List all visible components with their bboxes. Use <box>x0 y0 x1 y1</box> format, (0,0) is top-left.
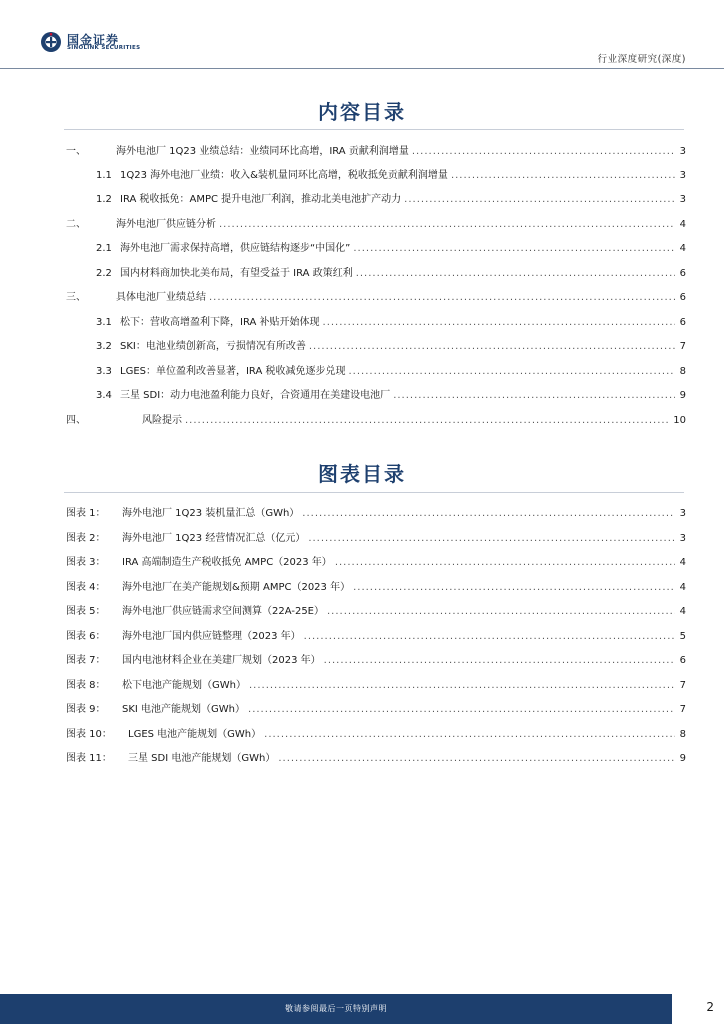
leader-dots <box>219 219 675 230</box>
toc-item-page: 4 <box>679 219 686 230</box>
toc-item-label: 国内材料商加快北美布局，有望受益于 IRA 政策红利 <box>120 268 353 279</box>
page-header <box>0 0 724 70</box>
toc-item-number: 3.1 <box>96 317 112 328</box>
toc-title-divider <box>64 129 684 130</box>
toc-item-label: 1Q23 海外电池厂业绩：收入&装机量同环比高增，税收抵免贡献利润增量 <box>120 170 448 181</box>
figure-item-label: 三星 SDI 电池产能规划（GWh） <box>128 753 276 764</box>
toc-item-label: 三星 SDI：动力电池盈利能力良好，合资通用在美建设电池厂 <box>120 390 391 401</box>
toc-item[interactable] <box>96 386 686 402</box>
figure-item-page: 3 <box>679 508 686 519</box>
figure-item[interactable] <box>66 749 686 765</box>
page-number: 2 <box>706 1000 714 1014</box>
figure-item-label: 松下电池产能规划（GWh） <box>122 680 246 691</box>
report-type: 行业深度研究(深度) <box>597 54 686 65</box>
company-logo <box>40 30 160 54</box>
figure-item-number: 图表 1： <box>66 508 106 519</box>
figure-item-label: 海外电池厂 1Q23 经营情况汇总（亿元） <box>122 533 306 544</box>
figure-item-label: 海外电池厂在美产能规划&预期 AMPC（2023 年） <box>122 582 351 593</box>
figure-item-label: IRA 高端制造生产税收抵免 AMPC（2023 年） <box>122 557 332 568</box>
leader-dots <box>327 606 675 617</box>
figure-item-page: 8 <box>679 729 686 740</box>
toc-item-number: 3.3 <box>96 366 112 377</box>
leader-dots <box>349 366 676 377</box>
toc-item-number: 1.2 <box>96 194 112 205</box>
toc-item[interactable] <box>66 215 686 231</box>
leader-dots <box>335 557 675 568</box>
toc-item-number: 1.1 <box>96 170 112 181</box>
toc-item-label: 海外电池厂需求保持高增，供应链结构逐步“中国化” <box>120 243 351 254</box>
figure-item[interactable] <box>66 676 686 692</box>
toc-item[interactable] <box>96 264 686 280</box>
logo-mark-icon <box>40 31 62 53</box>
figure-item-page: 5 <box>679 631 686 642</box>
figure-item-number: 图表 8： <box>66 680 106 691</box>
toc-item-number: 3.2 <box>96 341 112 352</box>
toc-item-page: 8 <box>679 366 686 377</box>
figure-item-label: SKI 电池产能规划（GWh） <box>122 704 246 715</box>
toc-item-page: 6 <box>679 268 686 279</box>
toc-title: 内容目录 <box>318 100 406 124</box>
figure-item-label: 国内电池材料企业在美建厂规划（2023 年） <box>122 655 321 666</box>
toc-item-page: 3 <box>679 146 686 157</box>
figure-item-page: 4 <box>679 557 686 568</box>
leader-dots <box>309 341 675 352</box>
toc-item-number: 二、 <box>66 219 86 230</box>
figure-item[interactable] <box>66 578 686 594</box>
leader-dots <box>412 146 675 157</box>
toc-item-page: 6 <box>679 317 686 328</box>
toc-item-number: 3.4 <box>96 390 112 401</box>
figure-item-page: 9 <box>679 753 686 764</box>
toc-item-page: 6 <box>679 292 686 303</box>
figure-item[interactable] <box>66 553 686 569</box>
figure-item-label: 海外电池厂 1Q23 装机量汇总（GWh） <box>122 508 300 519</box>
figure-item-number: 图表 4： <box>66 582 106 593</box>
figure-item-number: 图表 3： <box>66 557 106 568</box>
figures-title-divider <box>64 492 684 493</box>
toc-item[interactable] <box>96 239 686 255</box>
figure-item-number: 图表 2： <box>66 533 106 544</box>
figure-item-page: 6 <box>679 655 686 666</box>
figure-item-page: 4 <box>679 582 686 593</box>
toc-item[interactable] <box>66 142 686 158</box>
toc-item-label: 海外电池厂 1Q23 业绩总结：业绩同环比高增，IRA 贡献利润增量 <box>116 146 409 157</box>
figure-item[interactable] <box>66 504 686 520</box>
figure-item-number: 图表 11： <box>66 753 112 764</box>
leader-dots <box>353 582 675 593</box>
figure-item-number: 图表 9： <box>66 704 106 715</box>
leader-dots <box>356 268 675 279</box>
figure-item-number: 图表 10： <box>66 729 112 740</box>
toc-item-number: 2.1 <box>96 243 112 254</box>
leader-dots <box>324 655 675 666</box>
leader-dots <box>393 390 675 401</box>
toc-item-page: 10 <box>673 415 686 426</box>
figure-item-page: 7 <box>679 680 686 691</box>
figure-item-page: 7 <box>679 704 686 715</box>
toc-item-label: SKI：电池业绩创新高，亏损情况有所改善 <box>120 341 306 352</box>
leader-dots <box>451 170 675 181</box>
leader-dots <box>278 753 675 764</box>
logo-text-en: SINOLINK SECURITIES <box>67 45 141 51</box>
leader-dots <box>308 533 675 544</box>
figure-item[interactable] <box>66 529 686 545</box>
leader-dots <box>302 508 675 519</box>
figures-title: 图表目录 <box>318 462 406 486</box>
leader-dots <box>304 631 675 642</box>
leader-dots <box>185 415 670 426</box>
toc-item-number: 2.2 <box>96 268 112 279</box>
leader-dots <box>249 680 675 691</box>
toc-item-page: 3 <box>679 170 686 181</box>
toc-item-number: 三、 <box>66 292 86 303</box>
figure-item-page: 4 <box>679 606 686 617</box>
figure-item-number: 图表 5： <box>66 606 106 617</box>
toc-item-label: 海外电池厂供应链分析 <box>116 219 216 230</box>
toc-item-page: 9 <box>679 390 686 401</box>
logo-text-cn: 国金证券 <box>67 33 120 47</box>
toc-item-label: 松下：营收高增盈利下降，IRA 补贴开始体现 <box>120 317 320 328</box>
toc-item-page: 4 <box>679 243 686 254</box>
toc-item-page: 7 <box>679 341 686 352</box>
figure-item-page: 3 <box>679 533 686 544</box>
toc-item[interactable] <box>66 411 686 427</box>
toc-item-number: 一、 <box>66 146 86 157</box>
figure-item-label: 海外电池厂国内供应链整理（2023 年） <box>122 631 301 642</box>
toc-item[interactable] <box>96 166 686 182</box>
leader-dots <box>209 292 675 303</box>
toc-item[interactable] <box>96 337 686 353</box>
toc-item[interactable] <box>96 362 686 378</box>
toc-item[interactable] <box>96 190 686 206</box>
figure-item[interactable] <box>66 700 686 716</box>
toc-item[interactable] <box>96 313 686 329</box>
toc-item-label: 具体电池厂业绩总结 <box>116 292 206 303</box>
figure-item-number: 图表 6： <box>66 631 106 642</box>
figure-item[interactable] <box>66 725 686 741</box>
figure-item-number: 图表 7： <box>66 655 106 666</box>
toc-item-number: 四、 <box>66 415 86 426</box>
toc-item-label: 风险提示 <box>142 415 182 426</box>
toc-item[interactable] <box>66 288 686 304</box>
figure-item[interactable] <box>66 627 686 643</box>
header-divider <box>0 68 724 69</box>
figure-item-label: LGES 电池产能规划（GWh） <box>128 729 262 740</box>
leader-dots <box>264 729 675 740</box>
toc-item-label: IRA 税收抵免：AMPC 提升电池厂利润，推动北美电池扩产动力 <box>120 194 402 205</box>
leader-dots <box>404 194 675 205</box>
leader-dots <box>323 317 675 328</box>
toc-item-page: 3 <box>679 194 686 205</box>
leader-dots <box>248 704 675 715</box>
leader-dots <box>353 243 675 254</box>
figure-item[interactable] <box>66 602 686 618</box>
figure-item-label: 海外电池厂供应链需求空间测算（22A-25E） <box>122 606 324 617</box>
toc-item-label: LGES：单位盈利改善显著，IRA 税收减免逐步兑现 <box>120 366 346 377</box>
figure-item[interactable] <box>66 651 686 667</box>
footer-disclaimer[interactable]: 敬请参阅最后一页特别声明 <box>285 1004 387 1013</box>
